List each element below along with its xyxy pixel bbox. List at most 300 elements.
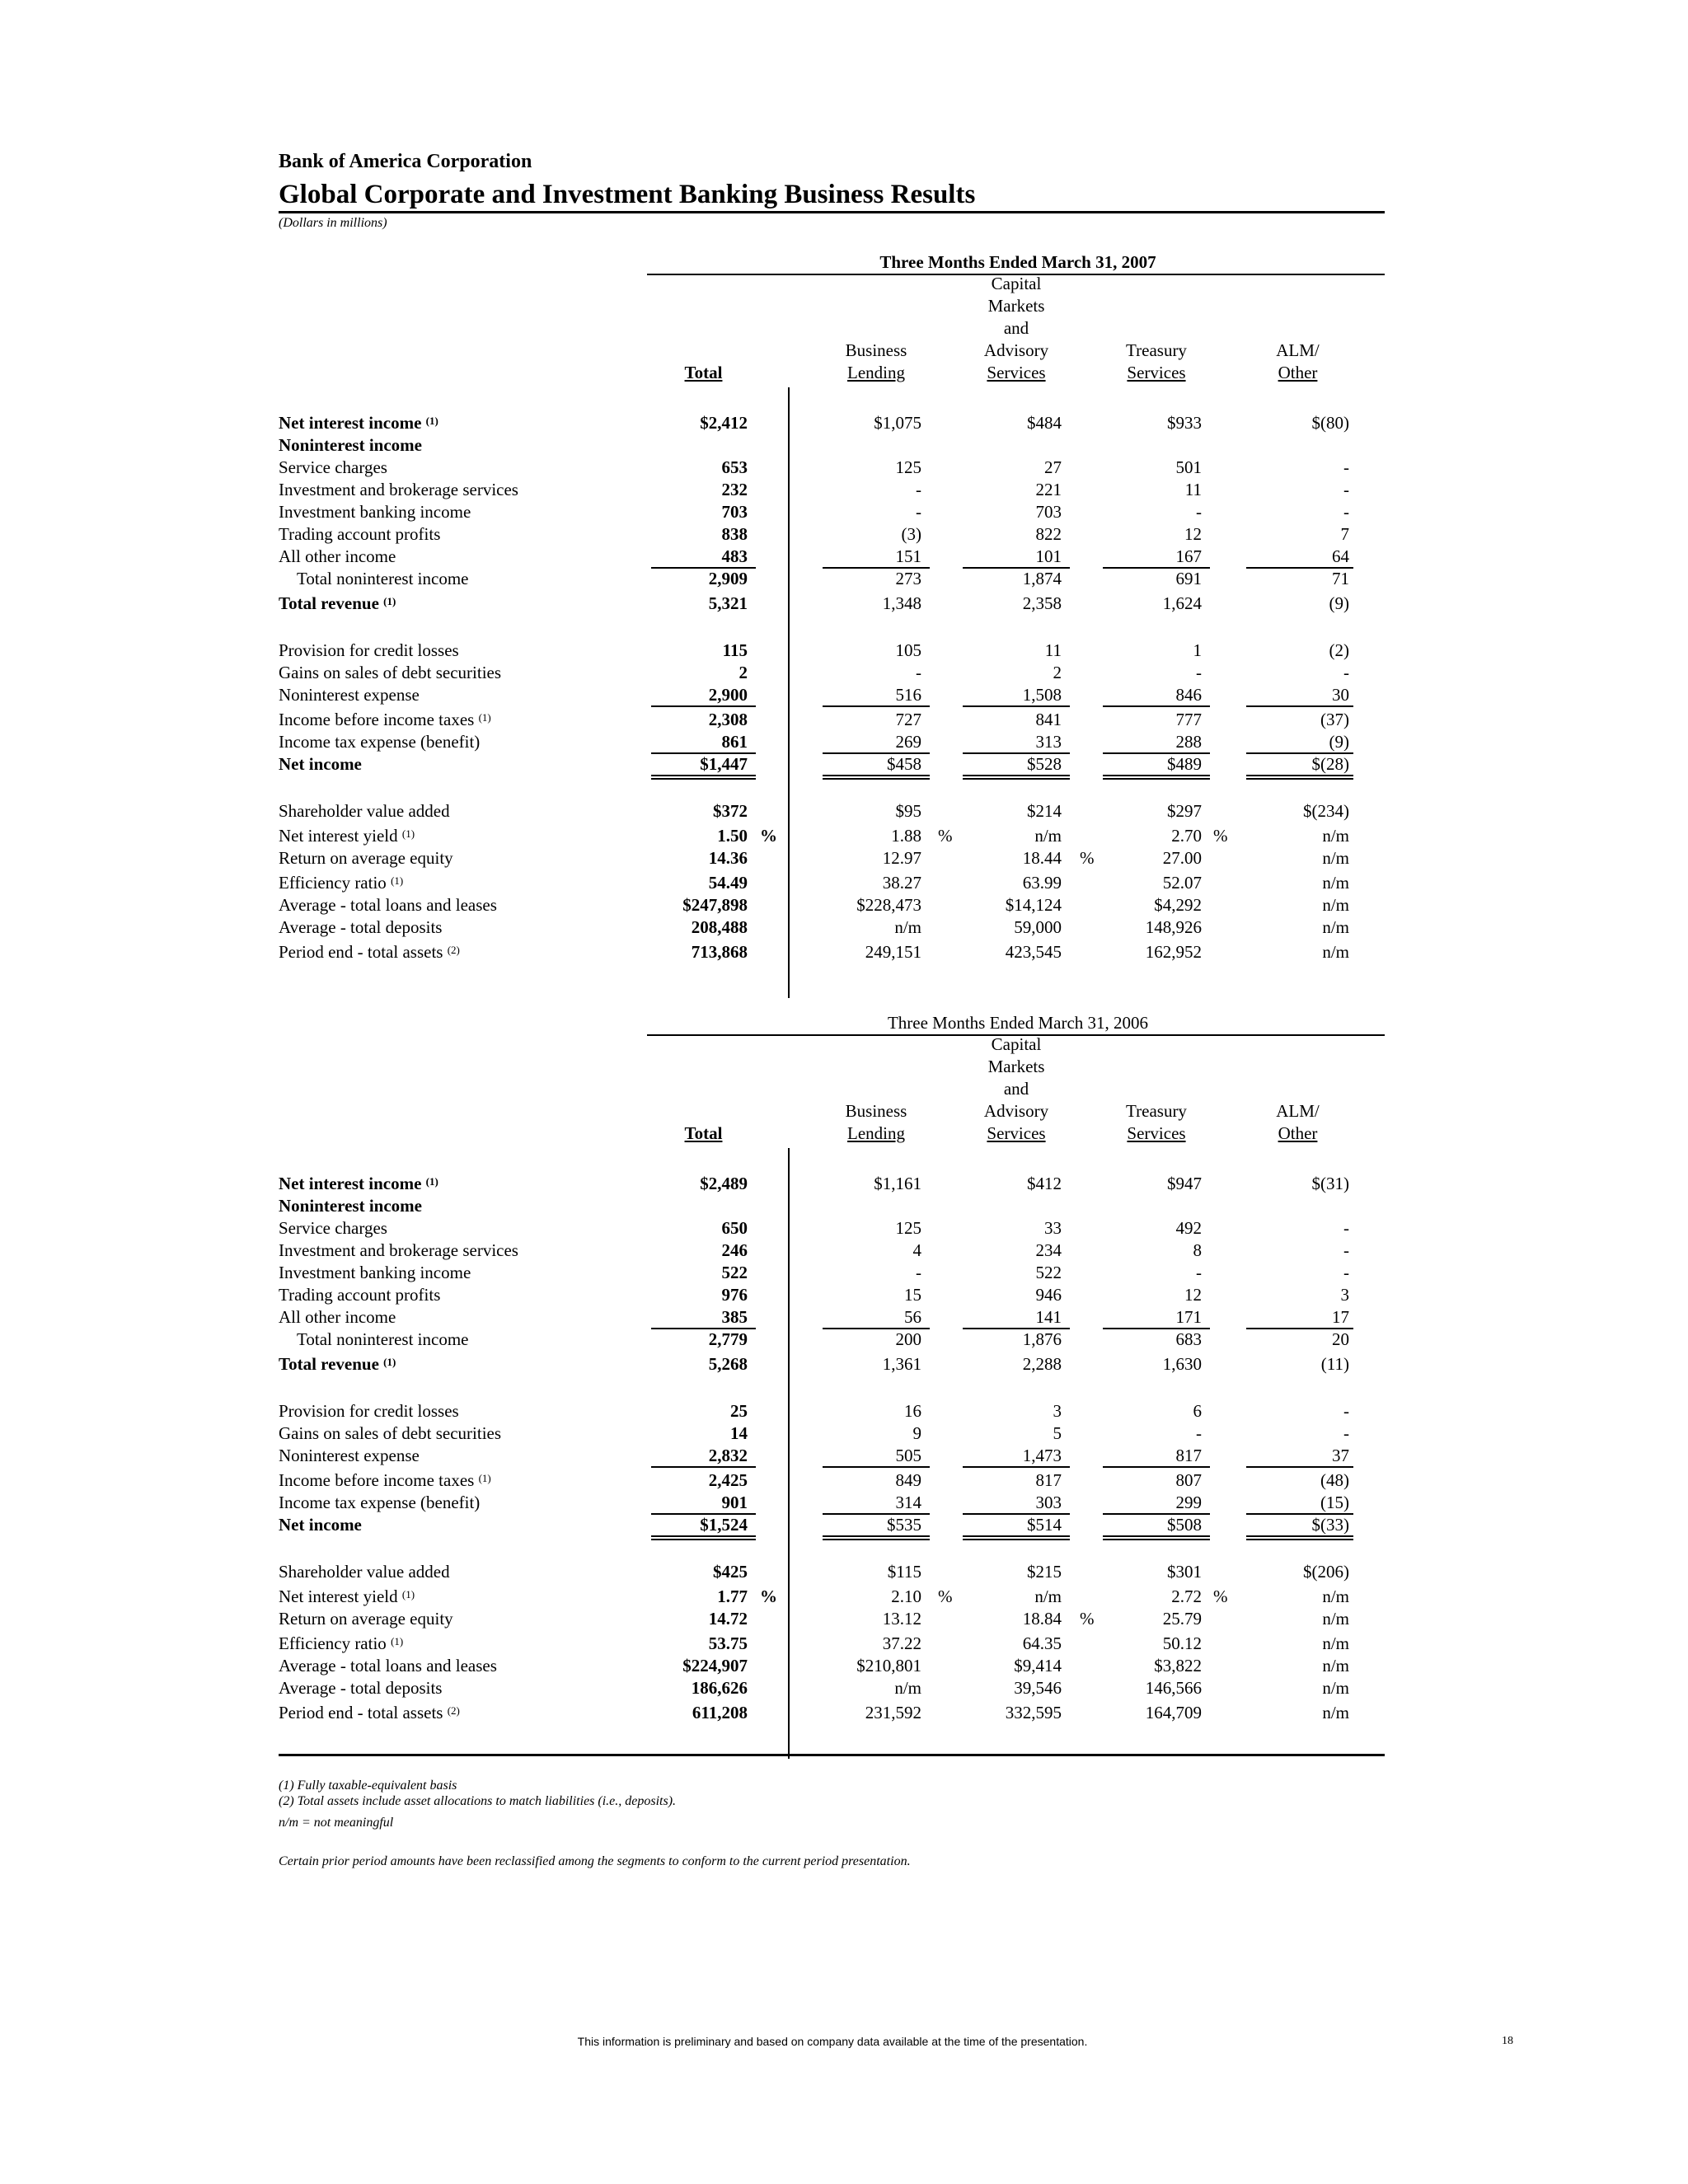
cell-business-lending: - xyxy=(916,1263,921,1282)
row-label-text: Net interest income xyxy=(279,1174,422,1193)
cell-alm-other: - xyxy=(1343,663,1349,682)
cell-alm-other: (9) xyxy=(1329,732,1349,752)
cell-capital-markets: 1,876 xyxy=(1022,1329,1062,1349)
cell-treasury-services: 807 xyxy=(1175,1470,1202,1490)
row-label-text: Service charges xyxy=(279,457,387,477)
cell-total: 53.75 xyxy=(708,1633,748,1653)
row-label-text: Income tax expense (benefit) xyxy=(279,732,481,752)
row-label xyxy=(279,1400,459,1422)
row-label-text: Return on average equity xyxy=(279,1609,453,1629)
percent-sign: % xyxy=(760,1586,777,1606)
cell-alm-other: - xyxy=(1343,1423,1349,1443)
footnote-marker: (1) xyxy=(383,1356,396,1368)
cell-business-lending: 249,151 xyxy=(865,942,921,962)
row-label xyxy=(279,684,420,706)
cell-total: $372 xyxy=(713,801,748,821)
cell-treasury-services: $4,292 xyxy=(1154,895,1202,915)
table-row-service-charges xyxy=(0,1217,1688,1240)
row-label xyxy=(279,523,440,546)
column-header-line: Markets xyxy=(987,296,1045,316)
cell-capital-markets: 423,545 xyxy=(1005,942,1062,962)
row-label-text: Gains on sales of debt securities xyxy=(279,663,502,682)
cell-capital-markets: 822 xyxy=(1035,524,1062,544)
row-label-text: Investment banking income xyxy=(279,1263,471,1282)
cell-treasury-services: 171 xyxy=(1175,1307,1202,1327)
table-row-total-revenue xyxy=(0,1353,1688,1376)
table-row-investment-banking-income xyxy=(0,1262,1688,1284)
cell-treasury-services: 8 xyxy=(1193,1240,1202,1260)
cell-business-lending: 1,348 xyxy=(882,593,921,613)
cell-treasury-services: - xyxy=(1196,663,1202,682)
page-title: Global Corporate and Investment Banking Business Results xyxy=(279,180,976,209)
cell-capital-markets: 817 xyxy=(1035,1470,1062,1490)
row-label-text: Period end - total assets xyxy=(279,1703,443,1722)
footnote-marker: (1) xyxy=(391,874,404,887)
cell-capital-markets: 841 xyxy=(1035,710,1062,729)
cell-capital-markets: $528 xyxy=(1027,754,1062,774)
row-label-text: Average - total loans and leases xyxy=(279,895,497,915)
cell-alm-other: n/m xyxy=(1322,1609,1349,1629)
cell-total: 2,900 xyxy=(708,685,748,705)
cell-treasury-services: 25.79 xyxy=(1162,1609,1202,1629)
cell-total: 14 xyxy=(730,1423,748,1443)
cell-capital-markets: $484 xyxy=(1027,413,1062,433)
footnote-marker: (1) xyxy=(425,1175,438,1188)
row-label xyxy=(279,894,497,916)
row-label-text: Efficiency ratio xyxy=(279,873,387,893)
row-label xyxy=(279,546,396,568)
cell-business-lending: 15 xyxy=(904,1285,921,1305)
cell-treasury-services: 683 xyxy=(1175,1329,1202,1349)
cell-total: 901 xyxy=(721,1493,748,1512)
cell-alm-other: n/m xyxy=(1322,848,1349,868)
row-label-text: Noninterest income xyxy=(279,435,422,455)
table-row-shareholder-value-added xyxy=(0,800,1688,823)
cell-alm-other: - xyxy=(1343,1263,1349,1282)
cell-capital-markets: 2 xyxy=(1053,663,1062,682)
company-name: Bank of America Corporation xyxy=(279,151,532,172)
cell-capital-markets: 703 xyxy=(1035,502,1062,522)
percent-sign: % xyxy=(1213,1586,1228,1606)
table-row-avg-deposits xyxy=(0,916,1688,939)
row-label xyxy=(279,731,480,753)
cell-alm-other: n/m xyxy=(1322,873,1349,893)
subtotal-underline xyxy=(651,1466,756,1468)
cell-total: 2,909 xyxy=(708,569,748,588)
row-label xyxy=(279,479,518,501)
cell-capital-markets: 141 xyxy=(1035,1307,1062,1327)
cell-capital-markets: 101 xyxy=(1035,546,1062,566)
row-label xyxy=(279,662,501,684)
cell-treasury-services: 162,952 xyxy=(1145,942,1202,962)
row-label-text: Average - total deposits xyxy=(279,917,443,937)
cell-business-lending: 231,592 xyxy=(865,1703,921,1722)
column-header-total xyxy=(651,1122,756,1145)
cell-treasury-services: 2.70 xyxy=(1171,826,1202,846)
percent-sign: % xyxy=(760,826,777,846)
column-header-alm-other xyxy=(1246,340,1349,384)
cell-total: 2,832 xyxy=(708,1446,748,1465)
row-label xyxy=(279,434,422,457)
table-row-income-tax-expense xyxy=(0,731,1688,753)
percent-sign: % xyxy=(938,826,953,846)
row-label xyxy=(279,1422,501,1445)
cell-business-lending: 200 xyxy=(895,1329,921,1349)
total-double-underline xyxy=(823,775,930,780)
cell-business-lending: 505 xyxy=(895,1446,921,1465)
table-row-period-end-assets xyxy=(0,941,1688,963)
cell-alm-other: (2) xyxy=(1329,640,1349,660)
cell-total: 208,488 xyxy=(691,917,748,937)
cell-capital-markets: 27 xyxy=(1044,457,1062,477)
table-row-net-interest-yield xyxy=(0,825,1688,847)
table-row-net-interest-income xyxy=(0,412,1688,434)
table-row-avg-deposits xyxy=(0,1677,1688,1699)
cell-capital-markets: 18.44 xyxy=(1022,848,1062,868)
cell-alm-other: 71 xyxy=(1332,569,1349,588)
cell-treasury-services: 12 xyxy=(1184,1285,1202,1305)
cell-business-lending: 1.88 xyxy=(891,826,921,846)
cell-treasury-services: 6 xyxy=(1193,1401,1202,1421)
cell-treasury-services: 299 xyxy=(1175,1493,1202,1512)
cell-alm-other: (48) xyxy=(1320,1470,1349,1490)
total-double-underline xyxy=(1246,775,1353,780)
cell-alm-other: 64 xyxy=(1332,546,1349,566)
total-double-underline xyxy=(963,1535,1070,1540)
cell-alm-other: 37 xyxy=(1332,1446,1349,1465)
table-row-investment-brokerage-services xyxy=(0,479,1688,501)
cell-alm-other: n/m xyxy=(1322,1586,1349,1606)
column-header-line: Capital xyxy=(991,1034,1042,1054)
column-header-capital-markets xyxy=(963,273,1070,384)
table-row-investment-brokerage-services xyxy=(0,1240,1688,1262)
cell-total: 838 xyxy=(721,524,748,544)
subtotal-underline xyxy=(1246,705,1353,707)
total-double-underline xyxy=(1103,775,1210,780)
table-row-return-avg-equity xyxy=(0,1608,1688,1630)
total-double-underline xyxy=(1103,1535,1210,1540)
table-row-net-income xyxy=(0,1514,1688,1536)
cell-alm-other: n/m xyxy=(1322,942,1349,962)
total-double-underline xyxy=(823,1535,930,1540)
cell-business-lending: 727 xyxy=(895,710,921,729)
cell-capital-markets: 1,473 xyxy=(1022,1446,1062,1465)
footnote-1: (1) Fully taxable-equivalent basis xyxy=(279,1779,457,1793)
table-row-shareholder-value-added xyxy=(0,1561,1688,1583)
cell-alm-other: 30 xyxy=(1332,685,1349,705)
cell-alm-other: n/m xyxy=(1322,826,1349,846)
cell-treasury-services: 691 xyxy=(1175,569,1202,588)
cell-capital-markets: 3 xyxy=(1053,1401,1062,1421)
column-header-line: Advisory xyxy=(983,340,1049,360)
cell-treasury-services: 1,624 xyxy=(1162,593,1202,613)
row-label xyxy=(279,872,403,894)
cell-capital-markets: $514 xyxy=(1027,1515,1062,1535)
cell-business-lending: 125 xyxy=(895,1218,921,1238)
cell-total: 5,321 xyxy=(708,593,748,613)
cell-treasury-services: 12 xyxy=(1184,524,1202,544)
cell-total: 650 xyxy=(721,1218,748,1238)
cell-treasury-services: 27.00 xyxy=(1162,848,1202,868)
row-label-text: Average - total loans and leases xyxy=(279,1656,497,1675)
cell-capital-markets: n/m xyxy=(1034,826,1062,846)
column-header-line: Services xyxy=(987,363,1046,382)
table-row-total-noninterest-income xyxy=(0,568,1688,590)
cell-total: 1.50 xyxy=(717,826,748,846)
row-label-text: All other income xyxy=(279,546,396,566)
cell-business-lending: n/m xyxy=(894,917,921,937)
cell-treasury-services: 164,709 xyxy=(1145,1703,1202,1722)
units-note: (Dollars in millions) xyxy=(279,216,387,230)
table-row-efficiency-ratio xyxy=(0,1633,1688,1655)
cell-capital-markets: 2,288 xyxy=(1022,1354,1062,1374)
cell-treasury-services: 50.12 xyxy=(1162,1633,1202,1653)
row-label xyxy=(279,1469,491,1492)
cell-capital-markets: 221 xyxy=(1035,480,1062,499)
cell-alm-other: $(31) xyxy=(1311,1174,1349,1193)
cell-capital-markets: 18.84 xyxy=(1022,1609,1062,1629)
subtotal-underline xyxy=(1246,1466,1353,1468)
cell-capital-markets: $215 xyxy=(1027,1562,1062,1582)
cell-alm-other: - xyxy=(1343,457,1349,477)
subtotal-underline xyxy=(823,705,930,707)
column-header-line: Lending xyxy=(847,1123,905,1143)
cell-capital-markets: 39,546 xyxy=(1014,1678,1062,1698)
cell-total: 186,626 xyxy=(691,1678,748,1698)
column-header-capital-markets xyxy=(963,1033,1070,1145)
cell-business-lending: $115 xyxy=(887,1562,921,1582)
table-row-trading-account-profits xyxy=(0,1284,1688,1306)
cell-business-lending: $1,161 xyxy=(874,1174,921,1193)
cell-capital-markets: $412 xyxy=(1027,1174,1062,1193)
table-row-income-before-taxes xyxy=(0,1469,1688,1492)
row-label xyxy=(279,1306,396,1329)
row-label xyxy=(279,1655,497,1677)
column-header-line: Total xyxy=(684,363,723,382)
cell-alm-other: (15) xyxy=(1320,1493,1349,1512)
column-header-line: Business xyxy=(845,1101,907,1121)
row-label xyxy=(297,568,468,590)
cell-capital-markets: n/m xyxy=(1034,1586,1062,1606)
cell-business-lending: - xyxy=(916,480,921,499)
cell-business-lending: 269 xyxy=(895,732,921,752)
cell-treasury-services: 146,566 xyxy=(1145,1678,1202,1698)
cell-business-lending: 125 xyxy=(895,457,921,477)
cell-business-lending: 516 xyxy=(895,685,921,705)
row-label xyxy=(279,1353,396,1376)
cell-capital-markets: 5 xyxy=(1053,1423,1062,1443)
cell-business-lending: 13.12 xyxy=(882,1609,921,1629)
row-label xyxy=(279,753,362,776)
cell-total: 653 xyxy=(721,457,748,477)
row-label xyxy=(279,1702,460,1724)
row-label xyxy=(279,847,453,869)
footnote-marker: (1) xyxy=(401,827,415,840)
cell-business-lending: 849 xyxy=(895,1470,921,1490)
cell-total: $2,412 xyxy=(700,413,748,433)
percent-sign: % xyxy=(1080,1609,1095,1629)
table-row-gains-debt-securities xyxy=(0,662,1688,684)
column-header-line: Treasury xyxy=(1126,1101,1187,1121)
cell-total: 246 xyxy=(721,1240,748,1260)
cell-capital-markets: 1,874 xyxy=(1022,569,1062,588)
cell-business-lending: $535 xyxy=(887,1515,921,1535)
cell-total: 2 xyxy=(738,663,748,682)
row-label-text: Trading account profits xyxy=(279,1285,441,1305)
column-header-line: ALM/ xyxy=(1276,340,1320,360)
cell-treasury-services: 817 xyxy=(1175,1446,1202,1465)
cell-total: 115 xyxy=(722,640,748,660)
cell-business-lending: $458 xyxy=(887,754,921,774)
cell-treasury-services: 492 xyxy=(1175,1218,1202,1238)
cell-business-lending: 38.27 xyxy=(882,873,921,893)
cell-total: 611,208 xyxy=(692,1703,748,1722)
cell-alm-other: $(234) xyxy=(1303,801,1349,821)
cell-business-lending: 37.22 xyxy=(882,1633,921,1653)
footnote-marker: (1) xyxy=(478,1472,491,1484)
cell-treasury-services: 2.72 xyxy=(1171,1586,1202,1606)
cell-total: 2,425 xyxy=(708,1470,748,1490)
cell-total: 1.77 xyxy=(717,1586,748,1606)
table-row-avg-loans-leases xyxy=(0,894,1688,916)
table-row-net-interest-income xyxy=(0,1173,1688,1195)
column-header-line: Lending xyxy=(847,363,905,382)
cell-total: 232 xyxy=(721,480,748,499)
table-row-service-charges xyxy=(0,457,1688,479)
cell-total: 2,308 xyxy=(708,710,748,729)
percent-sign: % xyxy=(1080,848,1095,868)
row-label-text: Shareholder value added xyxy=(279,1562,450,1582)
cell-alm-other: (9) xyxy=(1329,593,1349,613)
cell-alm-other: $(206) xyxy=(1303,1562,1349,1582)
cell-treasury-services: 846 xyxy=(1175,685,1202,705)
cell-total: $224,907 xyxy=(682,1656,748,1675)
row-label-text: Total noninterest income xyxy=(297,569,469,588)
row-label xyxy=(279,825,415,847)
cell-business-lending: 12.97 xyxy=(882,848,921,868)
cell-business-lending: n/m xyxy=(894,1678,921,1698)
footnote-marker: (1) xyxy=(401,1588,415,1601)
row-label-text: Noninterest expense xyxy=(279,685,420,705)
percent-sign: % xyxy=(1213,826,1228,846)
cell-capital-markets: 64.35 xyxy=(1022,1633,1062,1653)
cell-business-lending: $228,473 xyxy=(856,895,921,915)
cell-alm-other: - xyxy=(1343,502,1349,522)
subtotal-underline xyxy=(963,1466,1070,1468)
cell-alm-other: n/m xyxy=(1322,1633,1349,1653)
row-label xyxy=(279,1195,422,1217)
cell-capital-markets: 303 xyxy=(1035,1493,1062,1512)
column-header-line: Services xyxy=(1127,1123,1186,1143)
row-label-text: Net interest yield xyxy=(279,1586,398,1606)
row-label xyxy=(279,501,471,523)
footnote-marker: (1) xyxy=(383,595,396,607)
cell-business-lending: - xyxy=(916,663,921,682)
cell-total: 385 xyxy=(721,1307,748,1327)
row-label-text: Income before income taxes xyxy=(279,710,475,729)
cell-total: 2,779 xyxy=(708,1329,748,1349)
row-label-text: Income tax expense (benefit) xyxy=(279,1493,481,1512)
footnote-2: (2) Total assets include asset allocations to match liabilities (i.e., deposits). xyxy=(279,1794,677,1808)
table-row-net-interest-yield xyxy=(0,1586,1688,1608)
cell-total: 54.49 xyxy=(708,873,748,893)
table-row-noninterest-income-header xyxy=(0,434,1688,457)
disclaimer: This information is preliminary and based on company data available at the time of the presentation. xyxy=(577,2035,1088,2048)
table-row-income-tax-expense xyxy=(0,1492,1688,1514)
row-label xyxy=(279,1561,450,1583)
table-row-efficiency-ratio xyxy=(0,872,1688,894)
row-label-text: Average - total deposits xyxy=(279,1678,443,1698)
cell-business-lending: (3) xyxy=(901,524,921,544)
row-label xyxy=(279,1514,362,1536)
column-header-treasury-services xyxy=(1103,340,1210,384)
column-header-line: and xyxy=(1003,1079,1029,1099)
cell-capital-markets: 63.99 xyxy=(1022,873,1062,893)
row-label xyxy=(279,916,442,939)
cell-capital-markets: 59,000 xyxy=(1014,917,1062,937)
cell-treasury-services: 288 xyxy=(1175,732,1202,752)
row-label-text: Net interest income xyxy=(279,413,422,433)
column-header-line: Other xyxy=(1278,1123,1318,1143)
row-label xyxy=(279,1284,440,1306)
cell-alm-other: n/m xyxy=(1322,917,1349,937)
cell-treasury-services: 11 xyxy=(1184,480,1202,499)
row-label-text: Net income xyxy=(279,754,362,774)
table-row-noninterest-expense xyxy=(0,1445,1688,1467)
column-header-line: Total xyxy=(684,1123,723,1143)
cell-business-lending: 314 xyxy=(895,1493,921,1512)
cell-treasury-services: - xyxy=(1196,1263,1202,1282)
cell-business-lending: $95 xyxy=(895,801,921,821)
table-row-investment-banking-income xyxy=(0,501,1688,523)
period-title-2007: Three Months Ended March 31, 2007 xyxy=(879,252,1156,272)
footnote-marker: (1) xyxy=(478,711,491,724)
footnote-marker: (2) xyxy=(447,944,460,956)
cell-treasury-services: 148,926 xyxy=(1145,917,1202,937)
row-label xyxy=(279,457,387,479)
table-row-noninterest-income-header xyxy=(0,1195,1688,1217)
column-header-line: Business xyxy=(845,340,907,360)
table-row-gains-debt-securities xyxy=(0,1422,1688,1445)
cell-total: $2,489 xyxy=(700,1174,748,1193)
cell-total: 483 xyxy=(721,546,748,566)
table-row-income-before-taxes xyxy=(0,709,1688,731)
percent-sign: % xyxy=(938,1586,953,1606)
row-label-text: Provision for credit losses xyxy=(279,1401,459,1421)
cell-capital-markets: 33 xyxy=(1044,1218,1062,1238)
cell-treasury-services: 1 xyxy=(1193,640,1202,660)
row-label xyxy=(279,709,491,731)
cell-treasury-services: $489 xyxy=(1167,754,1202,774)
row-label xyxy=(279,1633,403,1655)
subtotal-underline xyxy=(823,1466,930,1468)
column-header-treasury-services xyxy=(1103,1100,1210,1145)
cell-alm-other: 7 xyxy=(1340,524,1349,544)
row-label-text: Noninterest income xyxy=(279,1196,422,1216)
cell-alm-other: n/m xyxy=(1322,1656,1349,1675)
row-label xyxy=(279,1586,415,1608)
cell-treasury-services: $933 xyxy=(1167,413,1202,433)
cell-treasury-services: $947 xyxy=(1167,1174,1202,1193)
cell-total: 14.36 xyxy=(708,848,748,868)
cell-business-lending: 1,361 xyxy=(882,1354,921,1374)
cell-business-lending: 273 xyxy=(895,569,921,588)
cell-treasury-services: $297 xyxy=(1167,801,1202,821)
column-header-line: and xyxy=(1003,318,1029,338)
table-row-noninterest-expense xyxy=(0,684,1688,706)
cell-total: $247,898 xyxy=(682,895,748,915)
cell-capital-markets: 2,358 xyxy=(1022,593,1062,613)
